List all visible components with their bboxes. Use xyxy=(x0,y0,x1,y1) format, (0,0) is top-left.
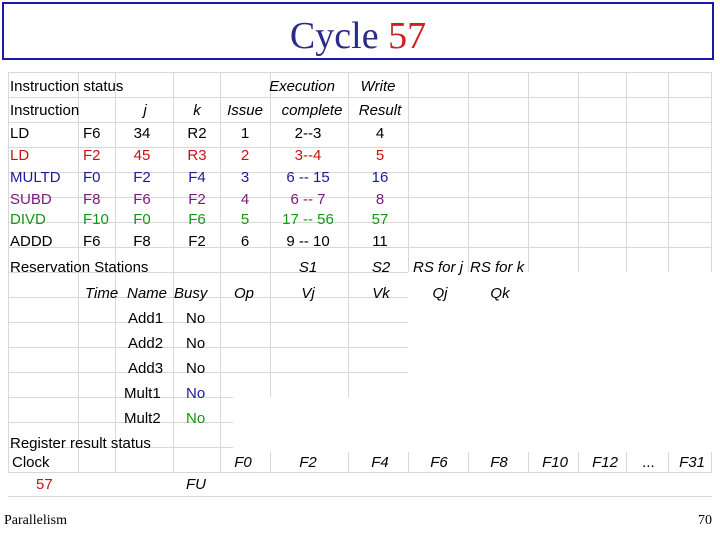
j: 34 xyxy=(133,125,151,142)
reservation-stations-title: Reservation Stations xyxy=(10,259,149,276)
rs-busy: No xyxy=(186,335,206,352)
s1-header: S1 xyxy=(298,259,318,276)
busy-header: Busy xyxy=(174,285,208,302)
instruction-header: Instruction xyxy=(10,102,80,119)
time-header: Time xyxy=(85,285,119,302)
k-header: k xyxy=(193,102,201,119)
write: 57 xyxy=(371,211,389,228)
j: F6 xyxy=(133,191,151,208)
fu-label: FU xyxy=(186,476,206,493)
k: F4 xyxy=(188,169,206,186)
instruction-status-title: Instruction status xyxy=(10,78,124,95)
dest: F6 xyxy=(83,125,101,142)
rs-name: Add3 xyxy=(128,360,164,377)
op-header: Op xyxy=(233,285,254,302)
vj-header: Vj xyxy=(301,285,315,302)
exec: 9 -- 10 xyxy=(286,233,330,250)
exec: 2--3 xyxy=(294,125,322,142)
write: 16 xyxy=(371,169,389,186)
result-header: Result xyxy=(358,102,402,119)
register-status-title: Register result status xyxy=(10,435,151,452)
register-f31: F31 xyxy=(679,454,705,471)
vk-header: Vk xyxy=(372,285,390,302)
op: ADDD xyxy=(10,233,53,250)
op: DIVD xyxy=(10,211,46,228)
write-header: Write xyxy=(360,78,396,95)
register-f12: F12 xyxy=(592,454,618,471)
write: 8 xyxy=(375,191,385,208)
s2-header: S2 xyxy=(371,259,391,276)
rs-name: Mult2 xyxy=(124,410,161,427)
register-f4: F4 xyxy=(371,454,389,471)
register-ellipsis: ... xyxy=(642,454,656,471)
exec: 3--4 xyxy=(294,147,322,164)
dest: F8 xyxy=(83,191,101,208)
write: 5 xyxy=(375,147,385,164)
exec: 6 -- 7 xyxy=(290,191,326,208)
dest: F2 xyxy=(83,147,101,164)
j-header: j xyxy=(143,102,147,119)
j: F2 xyxy=(133,169,151,186)
title-frame xyxy=(2,2,714,60)
title-cycle-number: 57 xyxy=(388,15,427,57)
k: F6 xyxy=(188,211,206,228)
issue-header: Issue xyxy=(227,102,263,119)
rs-for-k-header: RS for k xyxy=(470,259,525,276)
issue: 1 xyxy=(240,125,250,142)
rs-busy: No xyxy=(186,385,206,402)
register-f10: F10 xyxy=(542,454,568,471)
execution-header: Execution xyxy=(269,78,335,95)
write: 11 xyxy=(372,233,388,250)
dest: F6 xyxy=(83,233,101,250)
register-f0: F0 xyxy=(234,454,252,471)
k: R3 xyxy=(187,147,207,164)
k: F2 xyxy=(188,191,206,208)
page-number: 70 xyxy=(698,513,712,528)
op: MULTD xyxy=(10,169,61,186)
dest: F10 xyxy=(83,211,109,228)
k: F2 xyxy=(188,233,206,250)
complete-header: complete xyxy=(281,102,343,119)
slide-title xyxy=(4,14,712,58)
op: LD xyxy=(10,125,30,142)
op: SUBD xyxy=(10,191,52,208)
qj-header: Qj xyxy=(432,285,448,302)
qk-header: Qk xyxy=(490,285,510,302)
issue: 6 xyxy=(240,233,250,250)
rs-busy: No xyxy=(186,310,206,327)
issue: 3 xyxy=(240,169,250,186)
exec: 17 -- 56 xyxy=(282,211,334,228)
dest: F0 xyxy=(83,169,101,186)
op: LD xyxy=(10,147,30,164)
name-header: Name xyxy=(127,285,168,302)
exec: 6 -- 15 xyxy=(286,169,330,186)
rs-for-j-header: RS for j xyxy=(413,259,464,276)
title-prefix: Cycle xyxy=(289,15,379,57)
clock-value: 57 xyxy=(36,476,53,493)
register-f8: F8 xyxy=(490,454,508,471)
rs-name: Add2 xyxy=(128,335,164,352)
register-f6: F6 xyxy=(430,454,448,471)
rs-busy: No xyxy=(186,360,206,377)
j: F0 xyxy=(133,211,151,228)
register-f2: F2 xyxy=(299,454,317,471)
footer-title: Parallelism xyxy=(4,513,67,528)
issue: 4 xyxy=(240,191,250,208)
write: 4 xyxy=(375,125,385,142)
issue: 5 xyxy=(240,211,250,228)
k: R2 xyxy=(187,125,207,142)
rs-name: Add1 xyxy=(128,310,164,327)
rs-name: Mult1 xyxy=(124,385,161,402)
rs-busy: No xyxy=(186,410,206,427)
j: F8 xyxy=(133,233,151,250)
j: 45 xyxy=(133,147,151,164)
clock-label: Clock xyxy=(12,454,50,471)
issue: 2 xyxy=(240,147,250,164)
